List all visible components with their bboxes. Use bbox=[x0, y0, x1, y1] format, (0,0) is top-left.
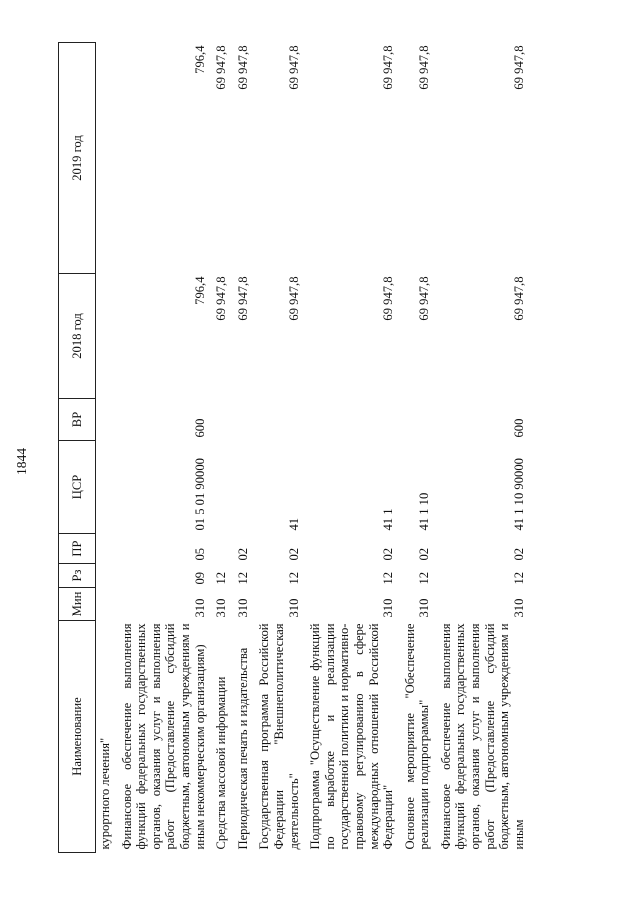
row-vr bbox=[253, 399, 304, 441]
col-2018-header: 2018 год bbox=[59, 274, 96, 399]
row-2018: 69 947,8 bbox=[214, 276, 229, 321]
row-min: 310 bbox=[214, 598, 229, 618]
row-pr: 02 bbox=[417, 547, 432, 561]
row-csr bbox=[210, 441, 232, 534]
row-csr: 41 1 10 bbox=[417, 492, 432, 531]
row-2019 bbox=[96, 43, 116, 274]
row-name: Средства массовой информации bbox=[214, 676, 229, 850]
col-rz-header: Рз bbox=[59, 564, 96, 588]
row-name: Подпрограмма "Осуществление функций по выработке и реализации государственной политики и нормативно-правовому регулированию в сфере международных отношений Российской Федерации" bbox=[308, 623, 396, 850]
row-2019: 69 947,8 bbox=[417, 45, 432, 90]
table-row bbox=[435, 43, 530, 853]
col-2019-header: 2019 год bbox=[59, 43, 96, 274]
row-pr: 02 bbox=[381, 547, 396, 561]
col-min-header: Мин bbox=[59, 588, 96, 621]
row-2018: 69 947,8 bbox=[286, 276, 301, 321]
row-pr: 02 bbox=[235, 547, 250, 561]
row-rz: 09 bbox=[192, 571, 207, 585]
row-2019: 69 947,8 bbox=[381, 45, 396, 90]
row-min: 310 bbox=[286, 598, 301, 618]
row-2018: 69 947,8 bbox=[511, 276, 526, 321]
col-name-header: Наименование bbox=[59, 621, 96, 853]
row-rz: 12 bbox=[286, 571, 301, 585]
row-vr: 600 bbox=[511, 418, 526, 438]
row-vr bbox=[399, 399, 435, 441]
row-name: Финансовое обеспечение выполнения функций федеральных государственных органов, оказания услуг и выполнения работ (Предоставление субсидий бюджетным, автономным учреждениям и иным некоммерческим организациям) bbox=[119, 623, 207, 850]
row-csr: 41 bbox=[286, 517, 301, 531]
row-2018 bbox=[96, 274, 116, 399]
row-rz: 12 bbox=[235, 571, 250, 585]
table-row bbox=[232, 43, 254, 853]
row-name: курортного лечения" bbox=[98, 737, 112, 850]
row-min: 310 bbox=[381, 598, 396, 618]
budget-table bbox=[58, 42, 529, 853]
row-pr bbox=[210, 534, 232, 564]
row-csr: 41 1 bbox=[381, 508, 396, 531]
row-min bbox=[96, 588, 116, 621]
row-csr: 41 1 10 90000 bbox=[511, 458, 526, 531]
row-vr bbox=[304, 399, 399, 441]
col-pr-header: ПР bbox=[59, 534, 96, 564]
page-number: 1844 bbox=[14, 448, 29, 475]
row-min: 310 bbox=[417, 598, 432, 618]
row-min: 310 bbox=[511, 598, 526, 618]
row-vr bbox=[232, 399, 254, 441]
row-2019: 69 947,8 bbox=[286, 45, 301, 90]
table-row bbox=[304, 43, 399, 853]
table-row bbox=[116, 43, 211, 853]
table-row bbox=[96, 43, 116, 853]
row-rz: 12 bbox=[381, 571, 396, 585]
col-csr-header: ЦСР bbox=[59, 441, 96, 534]
row-2018: 69 947,8 bbox=[417, 276, 432, 321]
row-csr bbox=[232, 441, 254, 534]
row-name: Финансовое обеспечение выполнения функций федеральных государственных органов, оказания услуг и выполнения работ (Предоставление субсидий бюджетным, автономным учреждениям и иным bbox=[438, 623, 526, 850]
row-2018: 69 947,8 bbox=[381, 276, 396, 321]
row-name: Периодическая печать и издательства bbox=[235, 647, 250, 850]
col-vr-header: ВР bbox=[59, 399, 96, 441]
table-header bbox=[59, 43, 96, 853]
row-name: Государственная программа Российской Федерации "Внешнеполитическая деятельность" bbox=[257, 623, 301, 850]
row-name: Основное мероприятие "Обеспечение реализации подпрограммы" bbox=[402, 623, 432, 850]
row-csr bbox=[96, 441, 116, 534]
row-2019: 69 947,8 bbox=[511, 45, 526, 90]
row-pr: 05 bbox=[192, 547, 207, 561]
row-2019: 69 947,8 bbox=[235, 45, 250, 90]
row-vr bbox=[210, 399, 232, 441]
row-pr: 02 bbox=[286, 547, 301, 561]
row-2018: 69 947,8 bbox=[235, 276, 250, 321]
row-min: 310 bbox=[235, 598, 250, 618]
table-row bbox=[399, 43, 435, 853]
row-pr bbox=[96, 534, 116, 564]
table-row bbox=[210, 43, 232, 853]
row-vr bbox=[96, 399, 116, 441]
row-pr: 02 bbox=[511, 547, 526, 561]
row-rz bbox=[96, 564, 116, 588]
row-rz: 12 bbox=[511, 571, 526, 585]
row-2019: 69 947,8 bbox=[214, 45, 229, 90]
row-rz: 12 bbox=[214, 571, 229, 585]
row-2019: 796,4 bbox=[192, 45, 207, 74]
row-rz: 12 bbox=[417, 571, 432, 585]
row-2018: 796,4 bbox=[192, 276, 207, 305]
row-vr: 600 bbox=[192, 418, 207, 438]
table-row bbox=[253, 43, 304, 853]
row-csr: 01 5 01 90000 bbox=[192, 458, 207, 531]
row-min: 310 bbox=[192, 598, 207, 618]
